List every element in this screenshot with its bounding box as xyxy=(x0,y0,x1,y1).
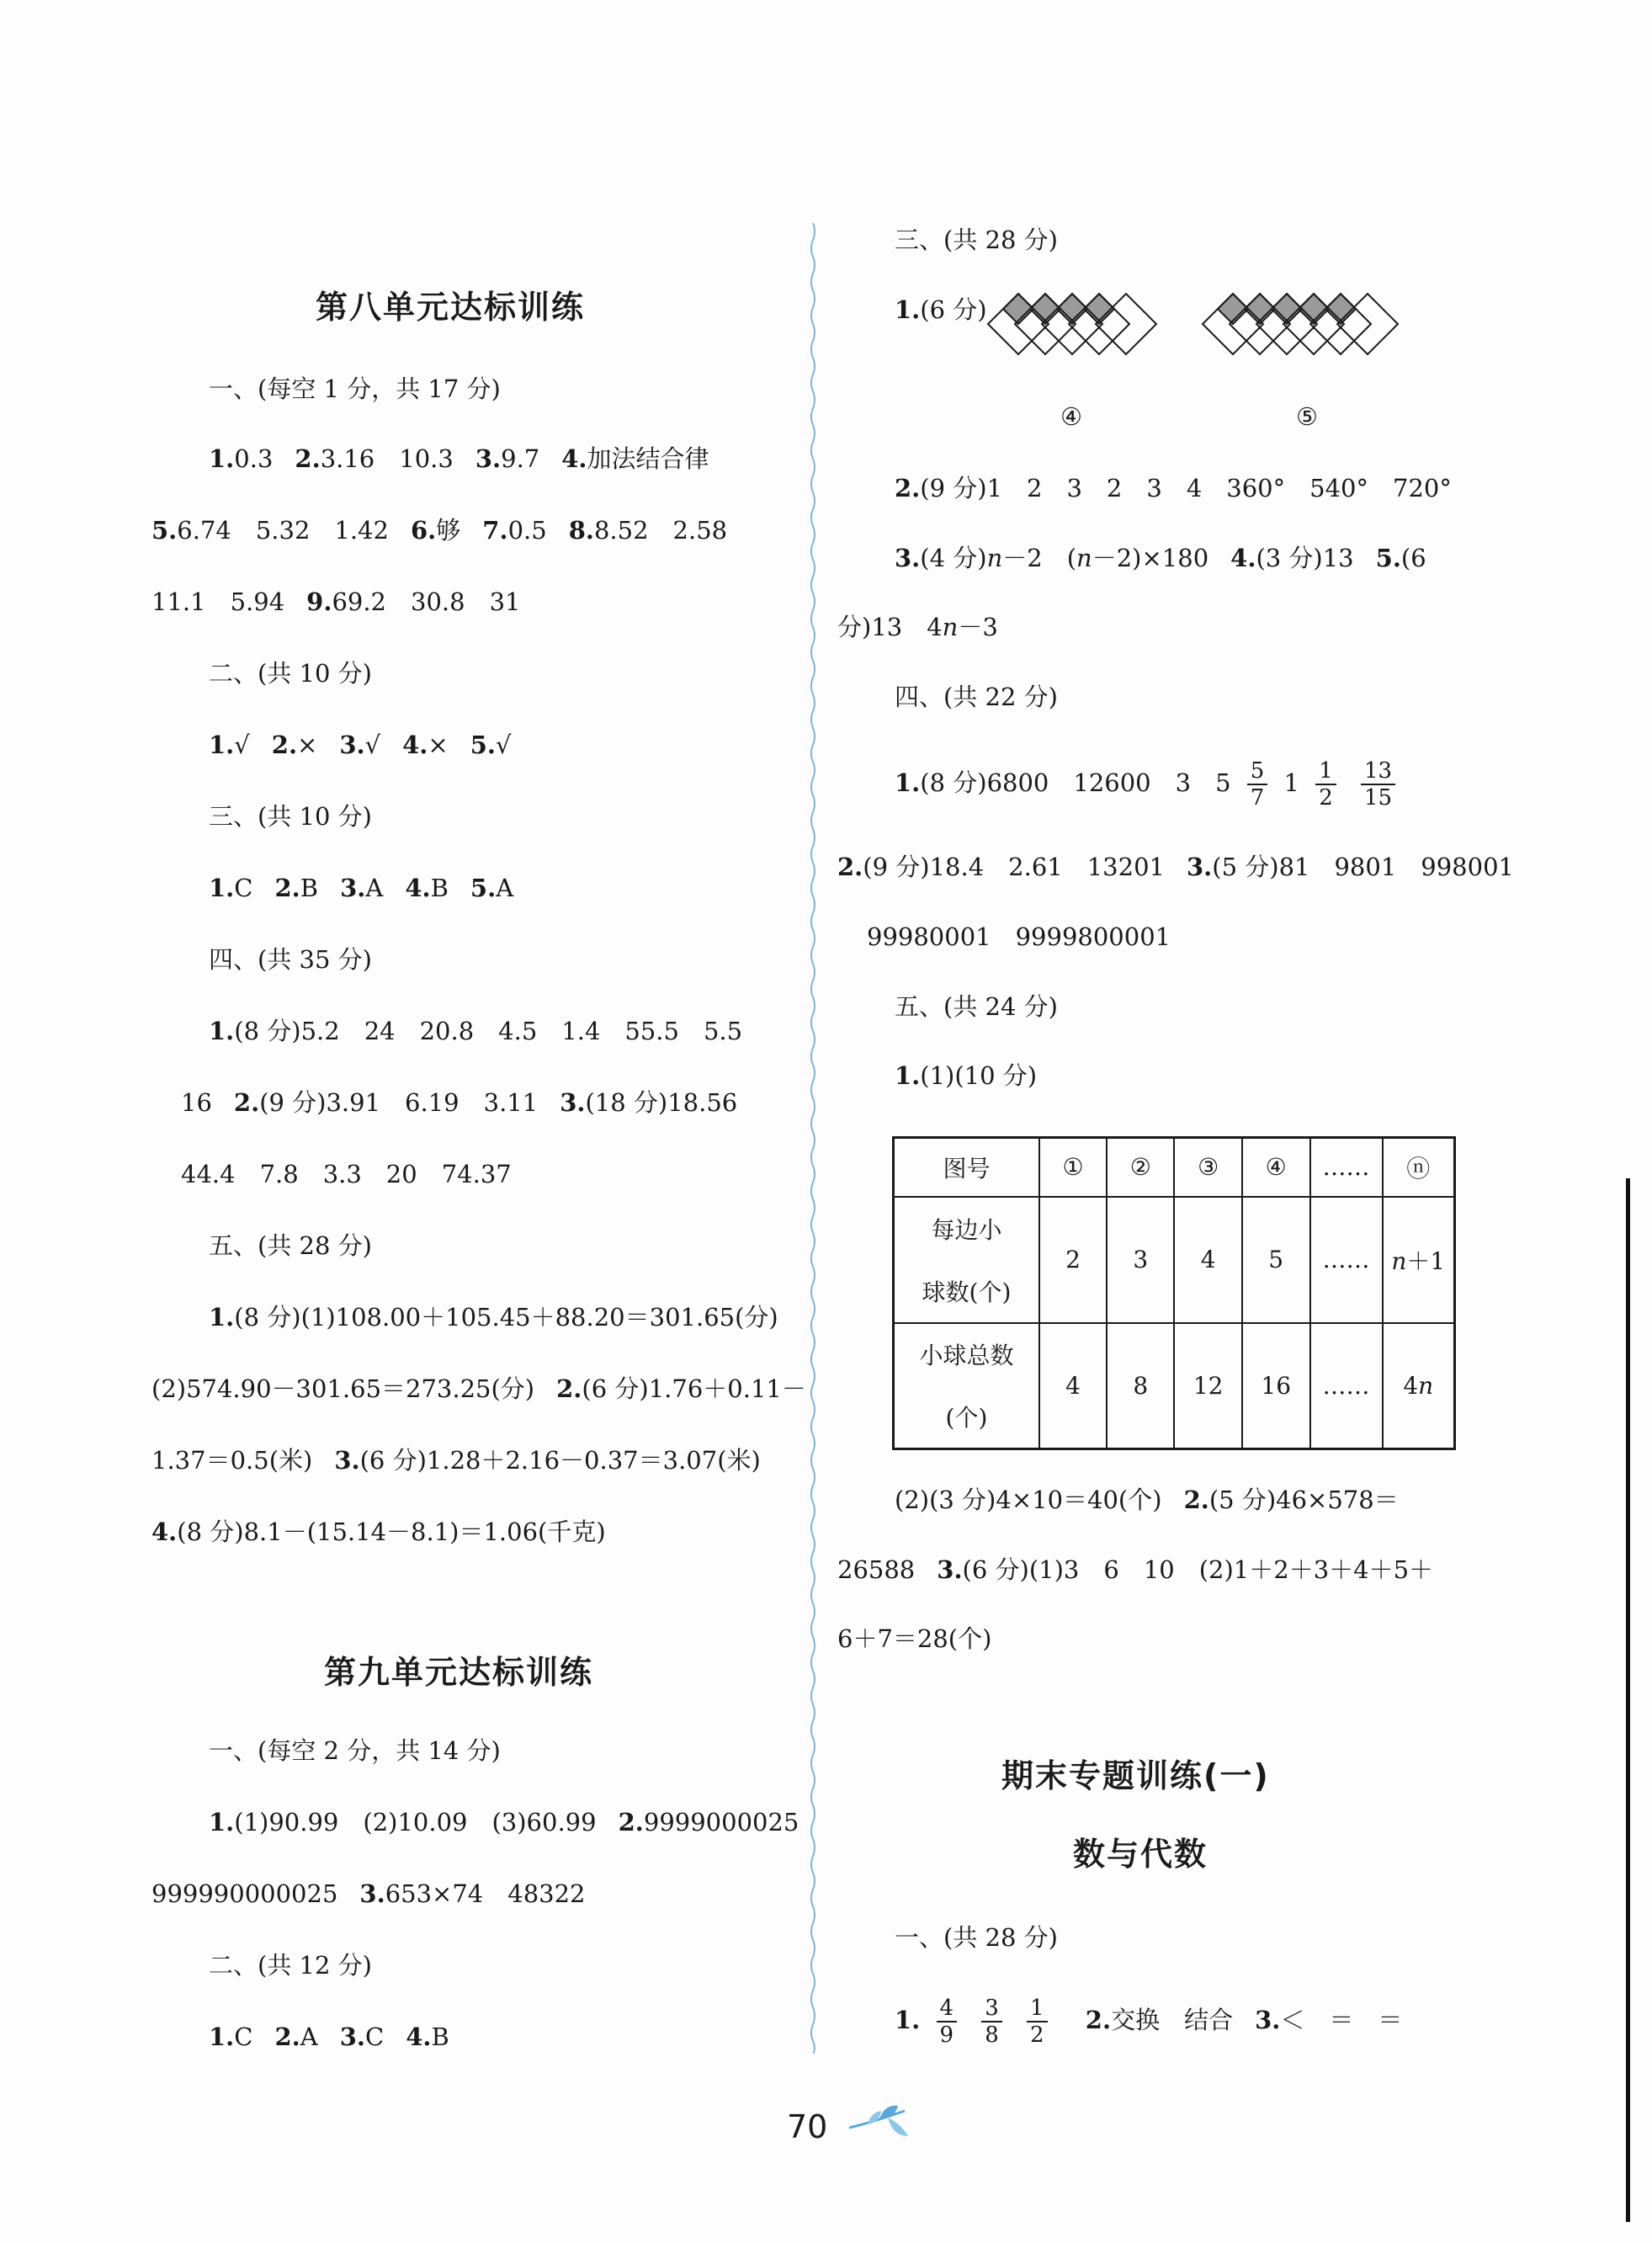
figure-label-4: ④ xyxy=(1060,402,1082,431)
unit9-section4-heading: 四、(共 22 分) xyxy=(895,683,1058,711)
table-header-row xyxy=(894,1138,1455,1197)
unit9-s1-line1: 1.(1)90.99 (2)10.09 (3)60.99 2.9999000025 xyxy=(209,1808,799,1836)
unit8-s4-line3: 44.4 7.8 3.3 20 74.37 xyxy=(181,1160,512,1188)
unit8-s5-line1: 1.(8 分)(1)108.00＋105.45＋88.20＝301.65(分) xyxy=(209,1303,778,1331)
unit8-section2-heading: 二、(共 10 分) xyxy=(209,659,372,688)
table-header-cell: 图号 xyxy=(894,1138,1039,1197)
unit9-s3-line2: 2.(9 分)1 2 3 2 3 4 360° 540° 720° xyxy=(895,474,1452,502)
fraction: $\frac{3}{8}$ xyxy=(981,1996,1002,2048)
fraction: $\frac{1}{2}$ xyxy=(1027,1996,1048,2048)
unit9-s3-q1-label: 1.(6 分) xyxy=(895,295,987,324)
unit8-s3-line1: 1.C 2.B 3.A 4.B 5.A xyxy=(209,874,514,902)
unit9-s4-line3: 99980001 9999800001 xyxy=(867,922,1171,951)
unit9-s2-line1: 1.C 2.A 3.C 4.B xyxy=(209,2022,449,2051)
unit9-section2-heading: 二、(共 12 分) xyxy=(209,1951,372,1980)
unit8-s4-line2: 16 2.(9 分)3.91 6.19 3.11 3.(18 分)18.56 xyxy=(181,1088,738,1117)
final-review-subtitle: 数与代数 xyxy=(1073,1836,1208,1873)
fraction: $\frac{1}{2}$ xyxy=(1315,758,1336,811)
unit8-section5-heading: 五、(共 28 分) xyxy=(209,1231,372,1260)
unit9-s3-line4: 分)13 4n－3 xyxy=(837,613,998,641)
unit8-s1-line1: 1.0.3 2.3.16 10.3 3.9.7 4.加法结合律 xyxy=(209,444,709,473)
pattern-figure-5 xyxy=(1199,290,1418,358)
fraction: $\frac{5}{7}$ xyxy=(1247,758,1268,811)
table-row-label: 每边小 球数(个) xyxy=(894,1197,1039,1323)
unit9-s5-line4: 6＋7＝28(个) xyxy=(837,1624,992,1653)
page-number: 70 xyxy=(787,2108,828,2145)
table-cell: n＋1 xyxy=(1383,1197,1455,1323)
figure-label-5: ⑤ xyxy=(1296,402,1318,431)
column-divider xyxy=(810,223,816,2054)
table-row xyxy=(894,1197,1455,1323)
unit9-s5-line2: (2)(3 分)4×10＝40(个) 2.(5 分)46×578＝ xyxy=(895,1486,1399,1514)
table-cell: 4 xyxy=(1039,1323,1107,1449)
unit8-title: 第八单元达标训练 xyxy=(316,289,586,326)
unit9-title: 第九单元达标训练 xyxy=(324,1654,594,1691)
final-s1-line1: 1. $\frac{4}{9}$ $\frac{3}{8}$ $\frac{1}{2}$ 2.交换 结合 3.＜ ＝ ＝ xyxy=(895,1996,1403,2048)
final-review-title: 期末专题训练(一) xyxy=(1001,1757,1270,1794)
leaf-ornament-icon xyxy=(846,2102,913,2145)
unit8-section4-heading: 四、(共 35 分) xyxy=(209,945,372,974)
table-row xyxy=(894,1323,1455,1449)
table-cell: 5 xyxy=(1242,1197,1310,1323)
table-header-cell: ① xyxy=(1039,1138,1107,1197)
table-cell: …… xyxy=(1310,1323,1383,1449)
unit9-section1-heading: 一、(每空 2 分，共 14 分) xyxy=(209,1736,501,1765)
binding-edge xyxy=(1626,1178,1630,2222)
table-cell: 3 xyxy=(1107,1197,1174,1323)
unit9-section5-heading: 五、(共 24 分) xyxy=(895,992,1058,1021)
unit8-s5-line4: 4.(8 分)8.1－(15.14－8.1)＝1.06(千克) xyxy=(151,1517,606,1546)
unit8-s1-line2: 5.6.74 5.32 1.42 6.够 7.0.5 8.8.52 2.58 xyxy=(151,516,728,545)
unit8-s4-line1: 1.(8 分)5.2 24 20.8 4.5 1.4 55.5 5.5 xyxy=(209,1017,743,1045)
pattern-figure-4 xyxy=(985,290,1170,358)
table-header-cell: ⓝ xyxy=(1383,1138,1455,1197)
table-row-label: 小球总数 (个) xyxy=(894,1323,1039,1449)
unit8-s1-line3: 11.1 5.94 9.69.2 30.8 31 xyxy=(151,587,521,616)
final-section1-heading: 一、(共 28 分) xyxy=(895,1923,1058,1952)
unit8-section1-heading: 一、(每空 1 分，共 17 分) xyxy=(209,375,501,403)
unit9-s5-line1: 1.(1)(10 分) xyxy=(895,1061,1038,1090)
unit9-s4-line1: 1.(8 分)6800 12600 3 5 $\frac{5}{7}$ 1 $\frac{1}{2}$ $\frac{13}{15}$ xyxy=(837,753,1404,812)
table-header-cell: ③ xyxy=(1174,1138,1242,1197)
unit8-section3-heading: 三、(共 10 分) xyxy=(209,802,372,831)
ball-count-table xyxy=(892,1136,1456,1450)
fraction: $\frac{13}{15}$ xyxy=(1361,758,1395,811)
unit9-s5-line3: 26588 3.(6 分)(1)3 6 10 (2)1＋2＋3＋4＋5＋ xyxy=(837,1555,1434,1584)
table-cell: 2 xyxy=(1039,1197,1107,1323)
table-cell: 8 xyxy=(1107,1323,1174,1449)
fraction: $\frac{4}{9}$ xyxy=(937,1996,958,2048)
table-cell: 16 xyxy=(1242,1323,1310,1449)
unit9-s4-line2: 2.(9 分)18.4 2.61 13201 3.(5 分)81 9801 998001 xyxy=(837,853,1514,881)
table-header-cell: ④ xyxy=(1242,1138,1310,1197)
table-cell: 4 xyxy=(1174,1197,1242,1323)
table-header-cell: …… xyxy=(1310,1138,1383,1197)
unit8-s5-line2: (2)574.90－301.65＝273.25(分) 2.(6 分)1.76＋0.11－ xyxy=(151,1374,806,1403)
unit9-s1-line2: 999990000025 3.653×74 48322 xyxy=(151,1879,586,1908)
table-cell: …… xyxy=(1310,1197,1383,1323)
unit9-section3-heading: 三、(共 28 分) xyxy=(895,226,1058,254)
table-cell: 4n xyxy=(1383,1323,1455,1449)
unit8-s2-line1: 1.√ 2.× 3.√ 4.× 5.√ xyxy=(209,731,512,759)
unit9-s3-line3: 3.(4 分)n－2 (n－2)×180 4.(3 分)13 5.(6 xyxy=(895,544,1426,572)
unit8-s5-line3: 1.37＝0.5(米) 3.(6 分)1.28＋2.16－0.37＝3.07(米) xyxy=(151,1446,761,1475)
table-header-cell: ② xyxy=(1107,1138,1174,1197)
table-cell: 12 xyxy=(1174,1323,1242,1449)
